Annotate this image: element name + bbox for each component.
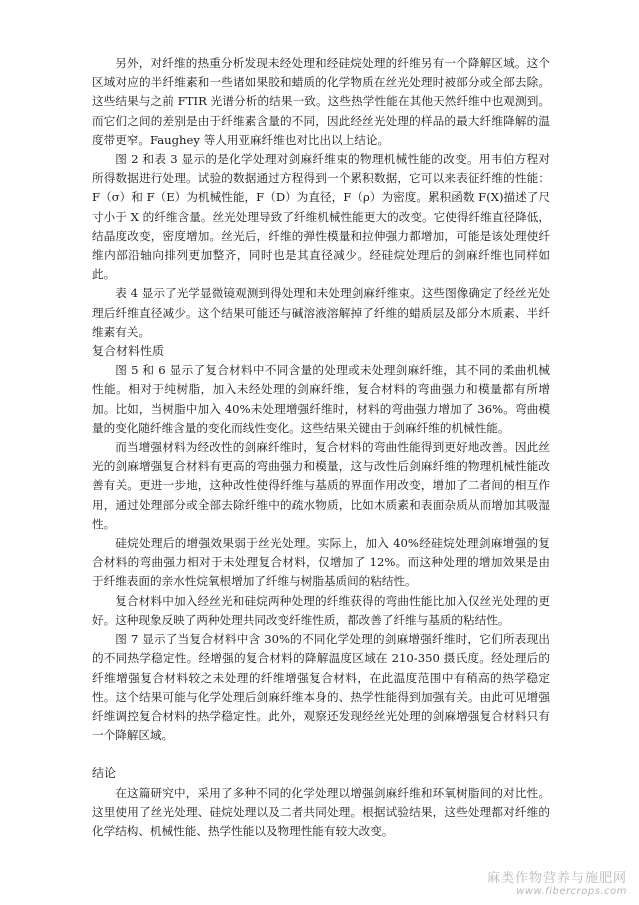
paragraph-thermogravimetric: 另外，对纤维的热重分析发现未经处理和经硅烷处理的纤维另有一个降解区域。这个区域对应的半纤维素和一些诸如果胶和蜡质的化学物质在丝光处理时被部分或全部去除。这些结果与之前 FTIR 光谱分析的结果一致。这些热学性能在其他天然纤维中也观测到。而它们之间的差别是由于纤维素含量的不同，因此经丝光处理的样品的最大纤维降解的温度带更窄。Faughey 等人用亚麻纤维也对比出以上结论。 [92, 56, 550, 147]
paragraph-silane-treatment: 硅烷处理后的增强效果弱于丝光处理。实际上，加入 40%经硅烷处理剑麻增强的复合材料的弯曲强力相对于未处理复合材料，仅增加了 12%。而这种处理的增加效果是由于纤维表面的亲水性烷氧根增加了纤维与树脂基质间的粘结性。 [92, 536, 550, 589]
paragraph-microscopy: 表 4 显示了光学显微镜观测到得处理和未处理剑麻纤维束。这些图像确定了经丝光处理后纤维直径减少。这个结果可能还与碱溶液溶解掉了纤维的蜡质层及部分木质素、半纤维素有关。 [92, 286, 550, 339]
paragraph-flexural: 图 5 和 6 显示了复合材料中不同含量的处理或未处理剑麻纤维，其不同的柔曲机械性能。相对于纯树脂，加入未经处理的剑麻纤维，复合材料的弯曲强力和模量都有所增加。比如，当树脂中加入 40%未处理增强纤维时，材料的弯曲强力增加了 36%。弯曲模量的变化随纤维含量的变化而线性变化。这些结果关键由于剑麻纤维的机械性能。 [92, 363, 550, 435]
watermark-text: 麻类作物营养与施肥网 [486, 871, 627, 886]
paragraph-fiber-mechanical: 图 2 和表 3 显示的是化学处理对剑麻纤维束的物理机械性能的改变。用韦伯方程对所得数据进行处理。试验的数据通过方程得到一个累积数据，它可以来表征纤维的性能：F（σ）和 F（E）为机械性能，F（D）为直径，F（ρ）为密度。累积函数 F(X)描述了尺寸小于 X 的纤维含量。丝光处理导致了纤维机械性能更大的改变。它使得纤维直径降低，结晶度改变，密度增加。丝光后，纤维的弹性模量和拉伸强力都增加，可能是该处理使纤维内部沿轴向排列更加整齐，同时也是其直径减少。经硅烷处理后的剑麻纤维也同样如此。 [92, 152, 550, 282]
section-spacer [92, 745, 550, 764]
watermark-url: www.fibercrops.com [516, 886, 627, 897]
paragraph-conclusion: 在这篇研究中，采用了多种不同的化学处理以增强剑麻纤维和环氧树脂间的对比性。这里使用了丝光处理、硅烷处理以及二者共同处理。根据试验结果，这些处理都对纤维的化学结构、机械性能、热学性能以及物理性能有较大改变。 [92, 785, 550, 838]
paragraph-combined-treatment: 复合材料中加入经丝光和硅烷两种处理的纤维获得的弯曲性能比加入仅丝光处理的更好。这种现象反映了两种处理共同改变纤维性质，都改善了纤维与基质的粘结性。 [92, 593, 550, 627]
paragraph-thermal-stability: 图 7 显示了当复合材料中含 30%的不同化学处理的剑麻增强纤维时，它们所表现出的不同热学稳定性。经增强的复合材料的降解温度区域在 210-350 摄氏度。经处理后的纤维增强复合材料较之未处理的纤维增强复合材料，在此温度范围中有稍高的热学稳定性。这个结果可能与化学处理后剑麻纤维本身的、热学性能得到加强有关。由此可见增强纤维调控复合材料的热学稳定性。此外，观察还发现经丝光处理的剑麻增强复合材料只有一个降解区域。 [92, 632, 550, 743]
paragraph-mercerized-reinforcement: 而当增强材料为经改性的剑麻纤维时，复合材料的弯曲性能得到更好地改善。因此丝光的剑麻增强复合材料有更高的弯曲强力和模量，这与改性后剑麻纤维的物理机械性能改善有关。更进一步地，这种改性使得纤维与基质的界面作用改变，增加了二者间的相互作用，通过处理部分或全部去除纤维中的疏水物质，比如木质素和表面杂质从而增加其吸湿性。 [92, 440, 550, 531]
section-heading-conclusion: 结论 [92, 766, 117, 781]
section-heading-composite-properties: 复合材料性质 [92, 344, 165, 359]
document-body [92, 54, 550, 841]
site-watermark [487, 867, 627, 897]
